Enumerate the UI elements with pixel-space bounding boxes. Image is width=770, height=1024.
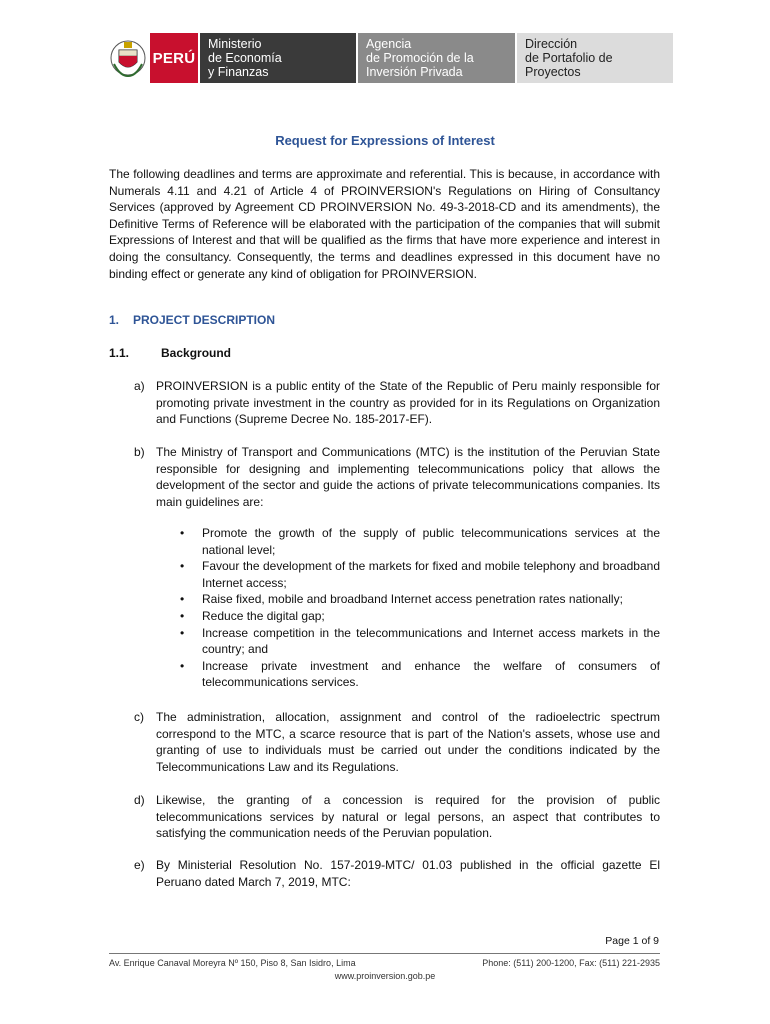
ministry-box	[200, 33, 356, 83]
subsection-title: Background	[161, 346, 232, 360]
item-text: The Ministry of Transport and Communications (MTC) is the institution of the Peruvian State responsible for designing and implementing telecommunications policy that allows the development of the sector and guide the actions of private telecommunications companies. Its main guidelines are:	[156, 445, 660, 509]
agency-line-1: Agencia	[366, 37, 412, 51]
ministry-line-3: y Finanzas	[208, 65, 269, 79]
peru-label: PERÚ	[150, 33, 198, 83]
footer-phone: Phone: (511) 200-1200, Fax: (511) 221-2935	[482, 958, 660, 968]
direction-box	[517, 33, 673, 83]
list-item	[134, 709, 660, 775]
item-label: b)	[134, 445, 145, 459]
bullet-item: • Reduce the digital gap;	[180, 608, 325, 623]
bullet-item: • Promote the growth of the supply of public telecommunications services at the national level;	[180, 526, 660, 557]
list-item	[134, 444, 660, 510]
coat-of-arms-icon	[108, 33, 148, 83]
item-text: By Ministerial Resolution No. 157-2019-MTC/ 01.03 published in the official gazette El Peruano dated March 7, 2019, MTC:	[156, 858, 660, 889]
footer-divider	[109, 953, 660, 954]
letterhead	[108, 33, 673, 83]
bullet-item: • Increase private investment and enhance the welfare of consumers of telecommunications services.	[180, 658, 660, 690]
direction-line-1: Dirección	[525, 37, 578, 51]
ministry-line-1: Ministerio	[208, 37, 262, 51]
item-label: e)	[134, 858, 145, 872]
list-item	[134, 378, 660, 428]
direction-line-3: Proyectos	[525, 65, 581, 79]
subsection-heading	[109, 346, 231, 360]
bullet-item: • Increase competition in the telecommunications and Internet access markets in the country; and	[180, 625, 660, 657]
document-title: Request for Expressions of Interest	[275, 133, 495, 148]
item-label: a)	[134, 379, 145, 393]
bullet-item: • Raise fixed, mobile and broadband Internet access penetration rates nationally;	[180, 592, 623, 607]
item-text: Likewise, the granting of a concession is required for the provision of public telecommunications services by natural or legal persons, an aspect that contributes to satisfying the communication needs of the Peruvian population.	[156, 793, 660, 841]
section-number: 1.	[109, 313, 120, 327]
footer-website[interactable]: www.proinversion.gob.pe	[334, 971, 436, 981]
agency-line-2: de Promoción de la	[366, 51, 474, 65]
item-text: PROINVERSION is a public entity of the State of the Republic of Peru mainly responsible for promoting private investment in the country as provided for in its Regulations on Organization and Functions (Supreme Decree No. 185-2017-EF).	[156, 379, 660, 427]
direction-line-2: de Portafolio de	[525, 51, 613, 65]
footer-address: Av. Enrique Canaval Moreyra Nº 150, Piso 8, San Isidro, Lima	[109, 958, 356, 968]
item-text: The administration, allocation, assignment and control of the radioelectric spectrum correspond to the MTC, a scarce resource that is part of the Nation's assets, whose use and granting of use to individuals must be carried out under the conditions indicated by the Telecommunications Law and its Regulations.	[156, 710, 660, 774]
subsection-number: 1.1.	[109, 346, 130, 360]
item-label: c)	[134, 710, 144, 724]
agency-box	[358, 33, 515, 83]
list-item	[134, 792, 660, 842]
bullet-item: • Favour the development of the markets for fixed and mobile telephony and broadband Internet access;	[180, 559, 660, 590]
list-item	[134, 857, 660, 890]
page-number: Page 1 of 9	[605, 935, 659, 947]
section-title: PROJECT DESCRIPTION	[133, 313, 276, 327]
item-label: d)	[134, 793, 145, 807]
section-heading	[109, 313, 275, 327]
ministry-line-2: de Economía	[208, 51, 282, 65]
guidelines-list	[180, 525, 660, 691]
agency-line-3: Inversión Privada	[366, 65, 463, 79]
intro-paragraph: The following deadlines and terms are approximate and referential. This is because, in accordance with Numerals 4.11 and 4.21 of Article 4 of PROINVERSION's Regulations on Hiring of Consultancy Services (approved by Agreement CD PROINVERSION No. 49-3-2018-CD and its amendments), the Definitive Terms of Reference will be elaborated with the participation of the companies that will submit Expressions of Interest and that will be qualified as the firms that have more experience and interest in doing the consultancy. Consequently, the terms and deadlines expressed in this document have no binding effect or generate any kind of obligation for PROINVERSION.	[109, 167, 660, 281]
